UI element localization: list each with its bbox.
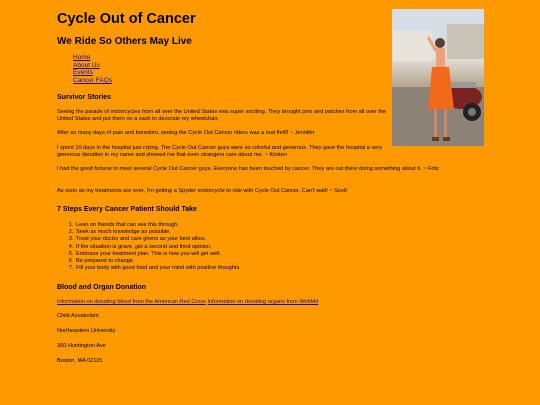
rider-dress [428, 67, 454, 109]
handlebar [450, 82, 476, 88]
story-3: I spent 10 days in the hospital just crying. The Cycle Out Cancer guys were so colorful and generous. They gave the hospital a very generous donation in my name and showed me that even strangers care about me. ~ Kristen [57, 145, 383, 159]
nav-item-events [73, 69, 112, 77]
steps-heading: 7 Steps Every Cancer Patient Should Take [57, 206, 197, 213]
rider-leg-right [444, 109, 447, 137]
wheel-hub [468, 108, 476, 116]
contact-street: 360 Huntington Ave [57, 343, 106, 349]
nav-link-faqs[interactable]: Cancer FAQs [73, 76, 113, 84]
story-5: As soon as my treatments are over, I'm getting a Spyder motorcycle to ride with Cycle Out Cancer. Can't wait! ~ Scott [57, 188, 347, 194]
rider-torso [436, 48, 445, 68]
nav-item-about [73, 62, 112, 70]
organ-donation-link[interactable]: Information on donating organs from WebMd [207, 299, 319, 305]
blood-donation-link[interactable]: Information on donating blood from the American Red Cross [57, 299, 206, 305]
donation-heading: Blood and Organ Donation [57, 284, 147, 291]
story-2: After so many days of pain and boredom, seeing the Cycle Out Cancer riders was a real thrill! ~ Jennifer [57, 130, 315, 136]
stories-heading: Survivor Stories [57, 94, 112, 101]
nav-item-faqs [73, 77, 112, 85]
steps-list [67, 222, 241, 272]
step-item: 6. Be prepared to change. [75, 258, 241, 265]
rider-head [435, 38, 445, 48]
contact-city: Boston, MA 02115 [57, 358, 103, 364]
step-item: 2. Seek as much knowledge as possible. [75, 229, 241, 236]
story-1: Seeing the parade of motorcycles from all over the United States was super exciting. They brought pins and patches from all over the United States and put them on a sash to decorate my wheelchair. [57, 109, 387, 123]
rider-shoe-left [432, 137, 439, 141]
story-4: I had the good fortune to meet several Cycle Out Cancer guys. Everyone has been touched by cancer. They are out there doing something about it. ~ Fritz [57, 166, 439, 172]
rider-leg-left [434, 109, 437, 137]
rider-shoe-right [443, 137, 450, 141]
site-title: Cycle Out of Cancer [57, 11, 196, 27]
nav-item-home [73, 54, 112, 62]
step-item: 3. Treat your doctor and care givers as your best allies. [75, 236, 241, 243]
step-item: 4. If the situation is grave, get a second and third opinion. [75, 244, 241, 251]
step-item: 7. Fill your body with good food and your mind with positive thoughts. [75, 265, 241, 272]
motorcycle-rider-photo [392, 9, 484, 146]
nav-link-about[interactable]: About Us [73, 61, 100, 69]
step-item: 5. Embrace your treatment plan. This is how you will get well. [75, 251, 241, 258]
main-nav [73, 54, 112, 84]
donation-links [57, 299, 477, 306]
photo-illustration [392, 9, 484, 146]
building [392, 31, 432, 61]
building-right [447, 24, 484, 59]
nav-link-events[interactable]: Events [73, 69, 93, 77]
site-tagline: We Ride So Others May Live [57, 36, 192, 47]
step-item: 1. Lean on friends that can see this through. [75, 222, 241, 229]
contact-name: Chidi Azuakolam [57, 313, 99, 319]
nav-link-home[interactable]: Home [73, 54, 91, 61]
contact-org: Northeastern University [57, 328, 116, 334]
